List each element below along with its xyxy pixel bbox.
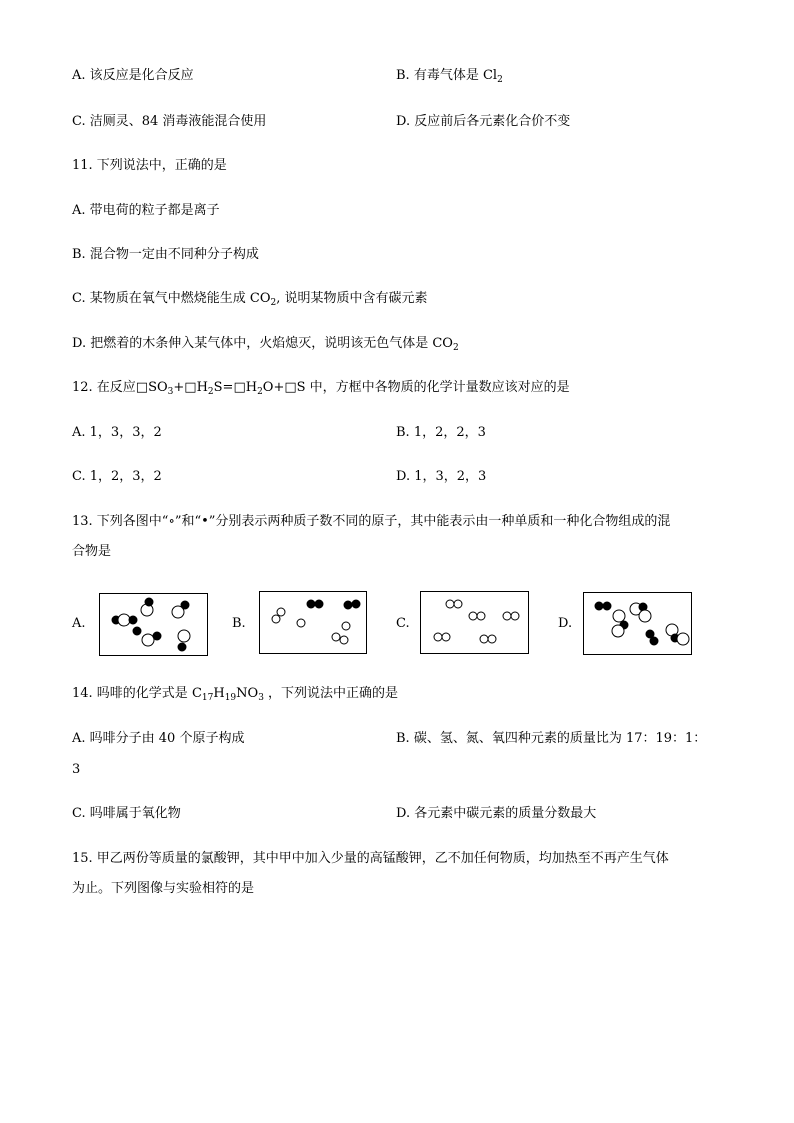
q10-option-c: C. 洁厕灵、84 消毒液能混合使用 <box>72 114 267 129</box>
q14-stem: 14. 吗啡的化学式是 $C_{17}H_{19}NO_3$ ，下列说法中正确的是 <box>72 686 399 703</box>
q13-label-b: B. <box>232 616 246 631</box>
q10-option-b: B. 有毒气体是 $Cl_2$ <box>396 68 503 85</box>
q11-option-b: B. 混合物一定由不同种分子构成 <box>72 247 259 262</box>
particle-diagram-b <box>260 592 366 653</box>
q12-stem: 12. 在反应$□SO_3+□H_2S=□H_2O+□S$ 中，方框中各物质的化学计量数应该对应的是 <box>72 380 570 397</box>
q12-option-c: C. 1，2，3，2 <box>72 469 162 484</box>
particle-diagram-c <box>421 592 528 653</box>
q14-option-a: A. 吗啡分子由 40 个原子构成 <box>72 731 245 746</box>
q13-diagram-d <box>583 592 692 655</box>
q14-option-b: B. 碳、氢、氮、氧四种元素的质量比为 17：19：1： <box>396 731 707 746</box>
q11-option-d: D. 把燃着的木条伸入某气体中，火焰熄灭，说明该无色气体是 $CO_2$ <box>72 336 459 353</box>
q13-diagram-c <box>420 591 529 654</box>
q12-option-b: B. 1，2，2，3 <box>396 425 486 440</box>
q12-option-a: A. 1，3，3，2 <box>72 425 162 440</box>
particle-diagram-a <box>100 594 207 655</box>
q13-diagram-a <box>99 593 208 656</box>
q13-stem-line2: 合物是 <box>72 544 112 559</box>
q10-option-a: A. 该反应是化合反应 <box>72 68 194 83</box>
q13-diagram-b <box>259 591 367 654</box>
q11-option-c: C. 某物质在氧气中燃烧能生成 $CO_2$, 说明某物质中含有碳元素 <box>72 291 428 308</box>
q15-stem-line1: 15. 甲乙两份等质量的氯酸钾，其中甲中加入少量的高锰酸钾，乙不加任何物质，均加热至不再产生气体 <box>72 851 669 866</box>
q14-option-d: D. 各元素中碳元素的质量分数最大 <box>396 806 597 821</box>
q11-option-a: A. 带电荷的粒子都是离子 <box>72 203 220 218</box>
q13-stem-line1: 13. 下列各图中“∘”和“•”分别表示两种质子数不同的原子，其中能表示由一种单质和一种化合物组成的混 <box>72 514 671 529</box>
q14-option-b-continued: 3 <box>72 762 81 777</box>
q10-option-d: D. 反应前后各元素化合价不变 <box>396 114 571 129</box>
particle-diagram-d <box>584 593 691 654</box>
q14-option-c: C. 吗啡属于氧化物 <box>72 806 181 821</box>
q13-label-a: A. <box>72 616 86 631</box>
q13-label-d: D. <box>558 616 573 631</box>
q11-stem: 11. 下列说法中，正确的是 <box>72 158 227 173</box>
q15-stem-line2: 为止。下列图像与实验相符的是 <box>72 881 255 896</box>
q13-label-c: C. <box>396 616 410 631</box>
q12-option-d: D. 1，3，2，3 <box>396 469 487 484</box>
